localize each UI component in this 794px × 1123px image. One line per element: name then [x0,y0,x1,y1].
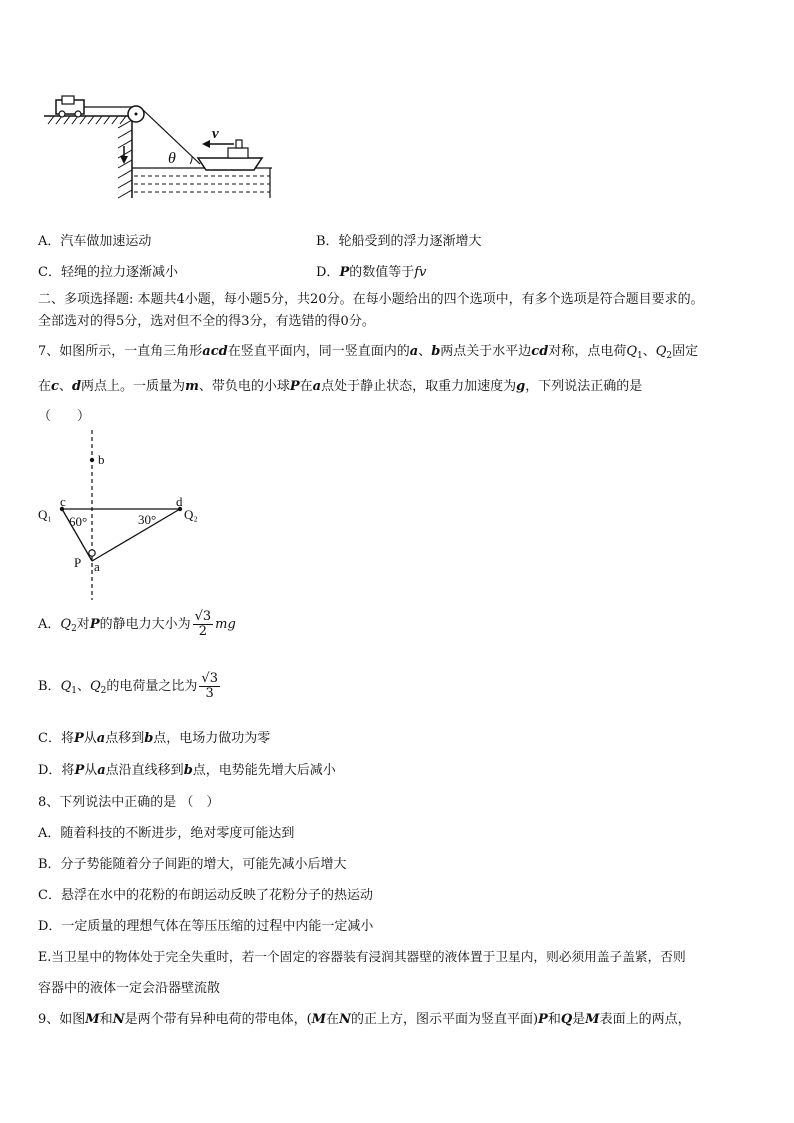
theta-label: θ [168,150,176,167]
q7-option-d [38,759,336,778]
q9-var-p: P [538,1012,548,1027]
q6-option-b: B．轮船受到的浮力逐渐增大 [316,234,482,249]
q9-text: 是 [572,1012,586,1027]
q7-text: 、 [58,379,72,394]
q9-var-m: M [85,1012,100,1027]
q7-var-q1: Q [60,679,72,694]
q9-text: 的正上方，图示平面为竖直平面) [350,1012,539,1027]
fraction-numerator: √3 [194,609,212,624]
q7-text: 两点关于水平边 [440,344,532,359]
fraction-numerator: √3 [201,671,218,686]
q7-text: 点，电场力做功为零 [153,731,271,746]
q9-text: 在 [326,1012,340,1027]
q7-text: 对 [76,617,90,632]
q9-var-n: N [339,1012,351,1027]
q7-text: 从 [83,731,97,746]
velocity-label: v [212,126,219,142]
q9-text: 和 [547,1012,561,1027]
q7-text: 在竖直平面内，同一竖直面内的 [227,344,410,359]
q6-option-d [316,261,426,280]
q7-sub: 1 [71,686,77,696]
q7-fig-a: a [94,559,100,574]
q7-text: 7、如图所示，一直角三角形 [38,344,203,359]
q6-option-a: A．汽车做加速运动 [38,234,152,249]
q9-var-m: M [311,1012,327,1027]
q7-var-q1: Q [626,344,637,359]
q7-var-b: b [431,344,441,359]
q8-option-e-line1: E.当卫星中的物体处于完全失重时，若一个固定的容器装有浸润其器壁的液体置于卫星内，则必须用盖子盖紧，否则 [38,949,686,964]
q7-var-d: d [71,379,82,394]
q7-var-g: g [516,379,526,394]
q7-var-c: c [51,379,59,394]
q7-text: 点沿直线移到 [105,763,184,778]
q7-text: 、 [76,679,90,694]
q7-fig-q2: Q₂ [184,507,198,522]
q9-var-q: Q [560,1012,573,1027]
q7-text: 固定 [672,344,699,359]
q6-option-d-prefix: D． [316,265,340,280]
q7-text: ，下列说法正确的是 [525,379,643,394]
q9-text: 9、如图 [38,1012,86,1027]
q7-option-b [38,672,222,701]
q7-text: 的电荷量之比为 [106,679,198,694]
q7-var-cd: cd [531,344,549,359]
q7-triangle-figure [34,430,214,600]
q7-fig-angle30: 30° [138,512,157,527]
q8-option-a: A．随着科技的不断进步，绝对零度可能达到 [38,826,295,841]
section2-line2: 全部选对的得5分，选对但不全的得3分，有选错的得0分。 [38,314,375,329]
car-boat-figure [40,88,280,208]
q7-var-a: a [409,344,419,359]
q7-var-p: P [73,731,84,746]
q7-sub: 1 [637,351,643,361]
q7-text: D．将 [38,763,75,778]
q7-option-b-label: B． [38,679,61,694]
q9-text: 是两个带有异种电荷的带电体，( [124,1012,312,1027]
q7-var-a: a [312,379,322,394]
q7-var-p: P [289,379,300,394]
q7-option-a-label: A． [38,617,61,632]
q7-var-a: a [97,763,106,778]
section2-line1: 二、多项选择题: 本题共4小题，每小题5分，共20分。在每小题给出的四个选项中，有多个选项是符合题目要求的。 [38,292,704,307]
q7-fig-angle60: 60° [69,514,88,529]
q7-fig-q1: Q₁ [38,507,52,522]
q8-option-c: C．悬浮在水中的花粉的布朗运动反映了花粉分子的热运动 [38,888,373,903]
q9-text: 表面上的两点， [599,1012,691,1027]
q6-option-d-mid: 的数值等于 [349,265,415,280]
q7-text: 、带负电的小球 [198,379,290,394]
q7-line2 [38,375,642,394]
q7-var-m: m [185,379,199,394]
q8-stem: 8、下列说法中正确的是 （ ） [38,795,220,810]
q7-var-q2: Q [89,679,101,694]
q7-answer-paren: （ ） [38,409,91,424]
q9-text: 和 [99,1012,113,1027]
q7-sub: 2 [100,686,107,696]
q8-option-e-line2: 容器中的液体一定会沿器壁流散 [38,981,221,996]
q6-option-d-var: P [339,265,350,280]
q7-text: 两点上。一质量为 [81,379,186,394]
q7-text: 对称，点电荷 [548,344,627,359]
q7-var-q2: Q [60,617,72,632]
q7-text: 从 [84,763,98,778]
q7-text: C．将 [38,731,74,746]
q7-line1 [38,340,698,361]
q7-var-a: a [96,731,106,746]
q7-var-p: P [89,617,100,632]
q7-text: 在 [299,379,313,394]
q7-text: 、 [418,344,432,359]
q6-option-d-expr: fv [414,265,427,280]
q7-option-a-fraction [193,610,214,639]
q7-text: 在 [38,379,52,394]
q7-var-acd: acd [202,344,228,359]
q7-text: 的静电力大小为 [99,617,191,632]
q7-text: 点移到 [105,731,145,746]
q7-fig-p: P [74,555,82,570]
q7-text: 点处于静止状态，取重力加速度为 [321,379,517,394]
fraction-denominator: 2 [198,624,208,639]
q8-option-b: B．分子势能随着分子间距的增大，可能先减小后增大 [38,857,347,872]
q7-fig-c: c [60,494,66,509]
q7-fig-b: b [98,452,105,467]
fraction-denominator: 3 [205,686,214,701]
q7-var-q2: Q [655,344,667,359]
q7-sub: 2 [666,351,673,361]
q9-var-n: N [112,1012,125,1027]
q7-var-p: P [74,763,85,778]
q7-text: 、 [642,344,656,359]
q7-option-c [38,727,270,746]
q7-option-b-fraction [199,672,220,701]
q9-var-m: M [585,1012,600,1027]
q8-option-d: D．一定质量的理想气体在等压压缩的过程中内能一定减小 [38,919,374,934]
q7-var-b: b [144,731,154,746]
q6-option-c: C．轻绳的拉力逐渐减小 [38,265,178,280]
q7-var-b: b [183,763,193,778]
q7-option-a [38,610,236,639]
q7-sub: 2 [71,624,77,634]
q9-stem [38,1008,691,1027]
q7-fig-d: d [176,494,183,509]
q7-var-mg: mg [215,617,236,632]
q7-text: 点，电势能先增大后减小 [192,763,336,778]
